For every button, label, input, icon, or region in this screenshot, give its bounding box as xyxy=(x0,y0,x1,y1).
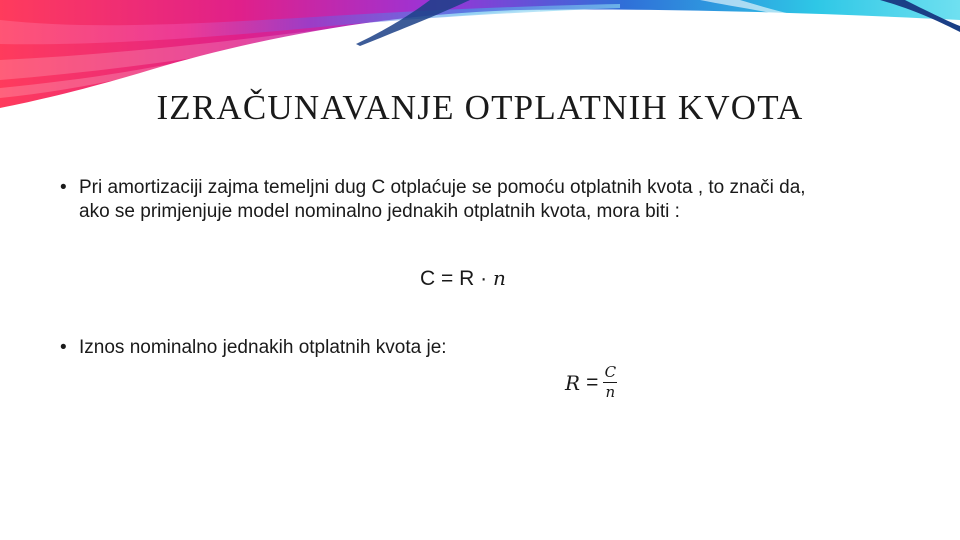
fraction xyxy=(603,364,617,401)
bullet-text xyxy=(79,176,806,224)
bullet-dot: • xyxy=(60,337,67,358)
fraction-numerator: C xyxy=(604,363,617,381)
formula-equals: = xyxy=(586,370,599,394)
formula-equals: = xyxy=(441,267,454,290)
fraction-denominator: n xyxy=(605,383,616,402)
formula-principal xyxy=(420,266,506,291)
slide-title: IZRAČUNAVANJE OTPLATNIH KVOTA xyxy=(156,88,804,127)
formula-symbol-r: R xyxy=(459,267,475,290)
bullet-dot: • xyxy=(60,177,67,198)
formula-installment xyxy=(565,364,617,401)
bullet-line: Pri amortizaciji zajma temeljni dug C otplaćuje se pomoću otplatnih kvota , to znači da, xyxy=(79,177,806,198)
bullet-text xyxy=(79,336,447,360)
formula-symbol-c: C xyxy=(420,267,436,290)
bullet-line: ako se primjenjuje model nominalno jednakih otplatnih kvota, mora biti : xyxy=(79,201,680,222)
formula-multiply-dot: · xyxy=(480,267,488,290)
formula-symbol-n: n xyxy=(492,266,506,290)
bullet-line: Iznos nominalno jednakih otplatnih kvota je: xyxy=(79,337,447,358)
formula-symbol-r: R xyxy=(565,370,581,395)
